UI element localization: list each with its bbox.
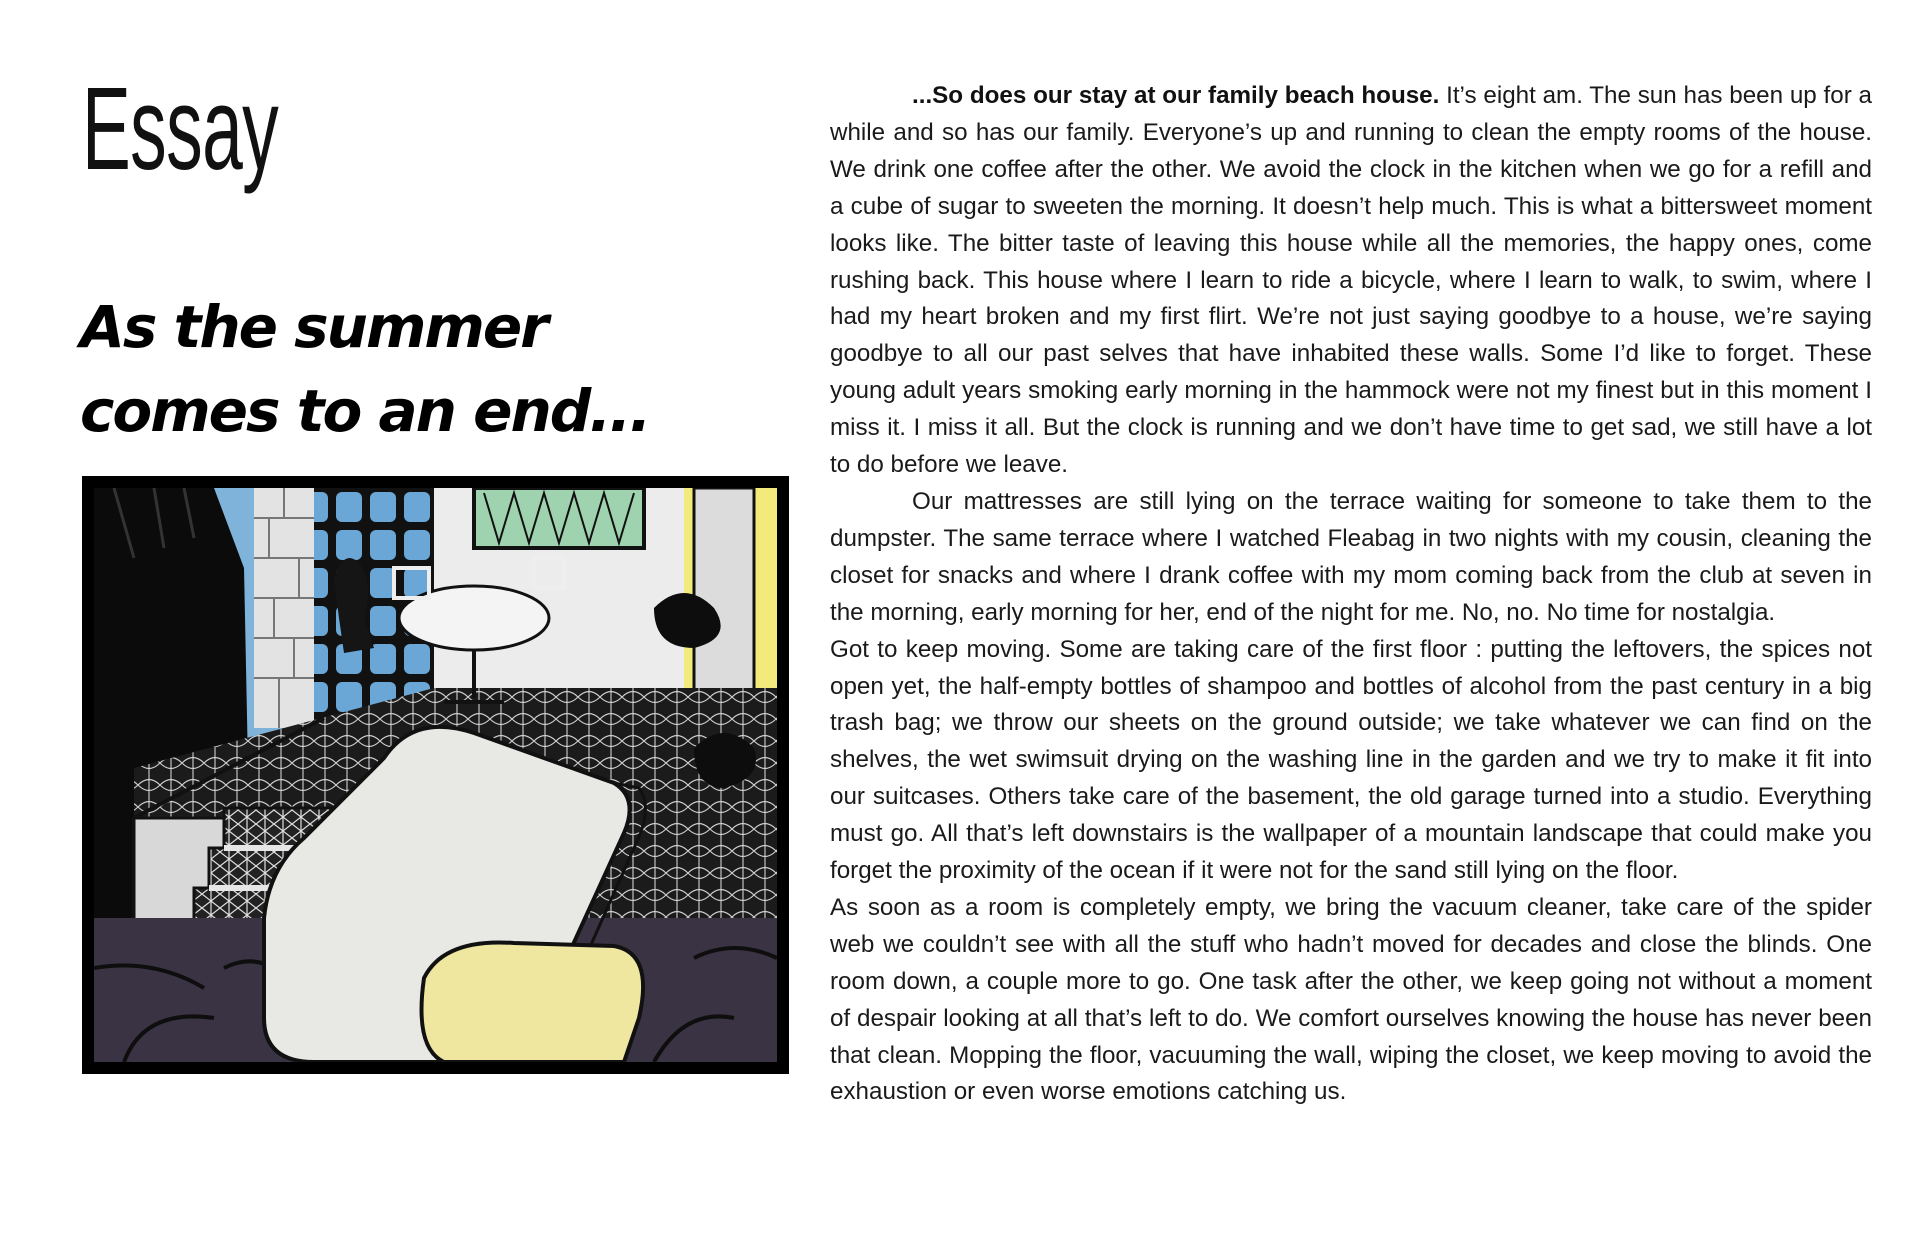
terrace-illustration xyxy=(94,488,777,1062)
essay-body xyxy=(830,78,1872,1111)
headline-line-1: As the summer xyxy=(80,293,547,361)
stone-pillar xyxy=(254,488,314,728)
headline-line-2: comes to an end... xyxy=(80,377,650,445)
essay-paragraph-4: As soon as a room is completely empty, we bring the vacuum cleaner, take care of the spider web we couldn’t see with all the stuff who hadn’t moved for decades and close the blinds. One room down, a couple more to go. One task after the other, we keep going not without a moment of despair looking at all that’s left to do. We comfort ourselves knowing the house has never been that clean. Mopping the floor, vacuuming the wall, wiping the closet, we keep moving to avoid the exhaustion or even worse emotions catching us. xyxy=(830,893,1872,1106)
mattress-yellow xyxy=(422,942,644,1062)
illustration-frame xyxy=(82,476,789,1074)
essay-paragraph-2: Our mattresses are still lying on the terrace waiting for someone to take them to the dumpster. The same terrace where I watched Fleabag in two nights with my cousin, cleaning the closet for snacks and where I drank coffee with my mom coming back from the club at seven in the morning, early morning for her, end of the night for me. No, no. No time for nostalgia. xyxy=(830,487,1872,626)
essay-paragraph-3: Got to keep moving. Some are taking care of the first floor : putting the leftovers, the spices not open yet, the half-empty bottles of shampoo and bottles of alcohol from the past century in a big trash bag; we throw our sheets on the ground outside; we take whatever we can find on the shelves, the wet swimsuit drying on the washing line in the garden and we try to make it fit into our suitcases. Others take care of the basement, the old garage turned into a studio. Everything must go. All that’s left downstairs is the wallpaper of a mountain landscape that could make you forget the proximity of the ocean if it were not for the sand still lying on the floor. xyxy=(830,635,1872,885)
essay-headline xyxy=(80,285,800,453)
essay-lead-sentence: ...So does our stay at our family beach house. xyxy=(912,82,1440,109)
section-kicker: Essay xyxy=(82,63,279,195)
round-table xyxy=(399,586,549,650)
essay-paragraph-1-text: It’s eight am. The sun has been up for a while and so has our family. Everyone’s up and running to clean the empty rooms of the house. We drink one coffee after the other. We avoid the clock in the kitchen when we go for a refill and a cube of sugar to sweeten the morning. It doesn’t help much. This is what a bittersweet moment looks like. The bitter taste of leaving this house while all the memories, the happy ones, come rushing back. This house where I learn to ride a bicycle, where I learn to walk, to swim, where I had my heart broken and my first flirt. We’re not just saying goodbye to a house, we’re saying goodbye to all our past selves that have inhabited these walls. Some I’d like to forget. These young adult years smoking early morning in the hammock were not my finest but in this moment I miss it. I miss it all. But the clock is running and we don’t have time to get sad, we still have a lot to do before we leave. xyxy=(830,82,1872,479)
essay-paragraph-1 xyxy=(830,78,1872,484)
